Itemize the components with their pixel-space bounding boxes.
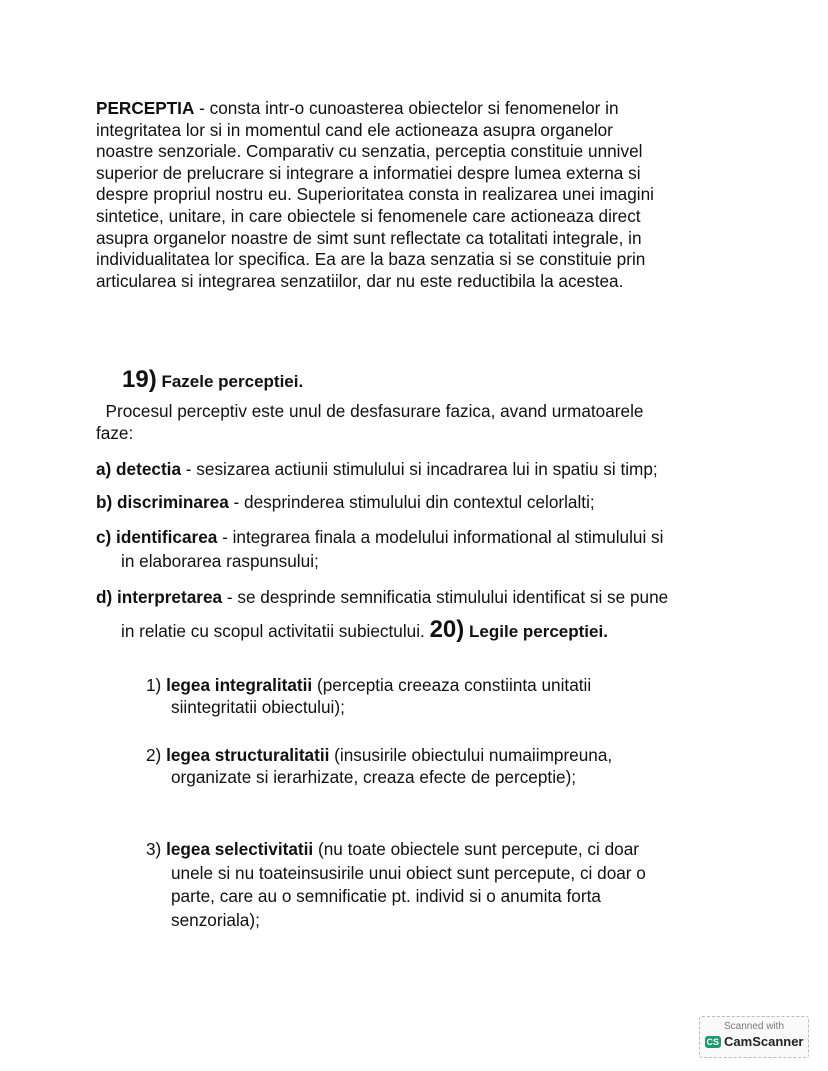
text-line: integritatea lor si in momentul cand ele actioneaza asupra organelor	[96, 119, 613, 140]
text-line: senzoriala);	[171, 909, 260, 930]
phase-label: c) identificarea	[96, 527, 218, 547]
text-line: organizate si ierarhizate, creaza efecte de perceptie);	[171, 766, 577, 787]
phase-label: d) interpretarea	[96, 587, 223, 607]
phase-c	[96, 527, 663, 573]
law-name: legea integralitatii	[166, 675, 313, 695]
text-line: faze:	[96, 422, 134, 443]
text-line: (insusirile obiectului numaiimpreuna,	[329, 745, 613, 765]
law-3	[146, 839, 646, 933]
section-19-body	[96, 401, 643, 444]
law-2	[146, 745, 612, 788]
law-number: 3)	[146, 839, 167, 859]
intro-paragraph	[96, 98, 654, 292]
text-line: - integrarea finala a modelului informational al stimulului si	[217, 527, 664, 547]
text-line: parte, care au o semnificatie pt. individ si o anumita forta	[171, 886, 601, 906]
text-line: individualitatea lor specifica. Ea are la baza senzatia si se constituie prin	[96, 249, 646, 270]
phase-d	[96, 587, 668, 645]
text-line: (perceptia creeaza constiinta unitatii	[312, 675, 592, 695]
phase-label: a) detectia	[96, 459, 182, 479]
camscanner-logo-icon: CS	[706, 1036, 720, 1047]
text-line: superior de prelucrare si integrare a informatiei despre lumea externa si	[96, 162, 641, 183]
phase-b	[96, 492, 595, 514]
text-line: sintetice, unitare, in care obiectele si fenomenele care actioneaza direct	[96, 205, 641, 226]
text-line: - consta intr-o cunoasterea obiectelor si fenomenelor in	[194, 98, 619, 118]
section-title: Fazele perceptiei.	[161, 372, 304, 391]
camscanner-watermark	[699, 1016, 809, 1058]
phase-a	[96, 459, 658, 481]
text-line: in relatie cu scopul activitatii subiectului.	[121, 621, 430, 641]
text-line: - desprinderea stimulului din contextul celorlalti;	[228, 492, 595, 512]
text-line: unele si nu toateinsusirile unui obiect sunt percepute, ci doar o	[171, 862, 646, 883]
text-line: despre propriul nostru eu. Superioritatea consta in realizarea unei imagini	[96, 184, 654, 205]
text-line: siintegritatii obiectului);	[171, 696, 345, 717]
watermark-caption: Scanned with	[723, 1021, 785, 1032]
watermark-brand: CamScanner	[724, 1034, 804, 1049]
text-line: Procesul perceptiv este unul de desfasurare fazica, avand urmatoarele	[96, 401, 644, 421]
text-line: - se desprinde semnificatia stimulului identificat si se pune	[222, 587, 669, 607]
text-line: articularea si integrarea senzatiilor, dar nu este reductibila la acestea.	[96, 270, 624, 291]
phase-label: b) discriminarea	[96, 492, 229, 512]
section-number: 19)	[122, 366, 157, 393]
law-number: 1)	[146, 675, 167, 695]
section-20-title: Legile perceptiei.	[469, 622, 608, 641]
law-number: 2)	[146, 745, 167, 765]
law-name: legea structuralitatii	[166, 745, 330, 765]
law-name: legea selectivitatii	[166, 839, 314, 859]
text-line: in elaborarea raspunsului;	[121, 550, 319, 571]
term: PERCEPTIA	[96, 98, 195, 118]
text-line: - sesizarea actiunii stimulului si incadrarea lui in spatiu si timp;	[181, 459, 658, 479]
section-20-number: 20)	[429, 616, 465, 643]
text-line: (nu toate obiectele sunt percepute, ci doar	[313, 839, 640, 859]
text-line: noastre senzoriale. Comparativ cu senzatia, perceptia constituie unnivel	[96, 141, 643, 162]
text-line: asupra organelor noastre de simt sunt reflectate ca totalitati integrale, in	[96, 227, 642, 248]
section-19-heading	[122, 366, 303, 394]
law-1	[146, 675, 591, 718]
